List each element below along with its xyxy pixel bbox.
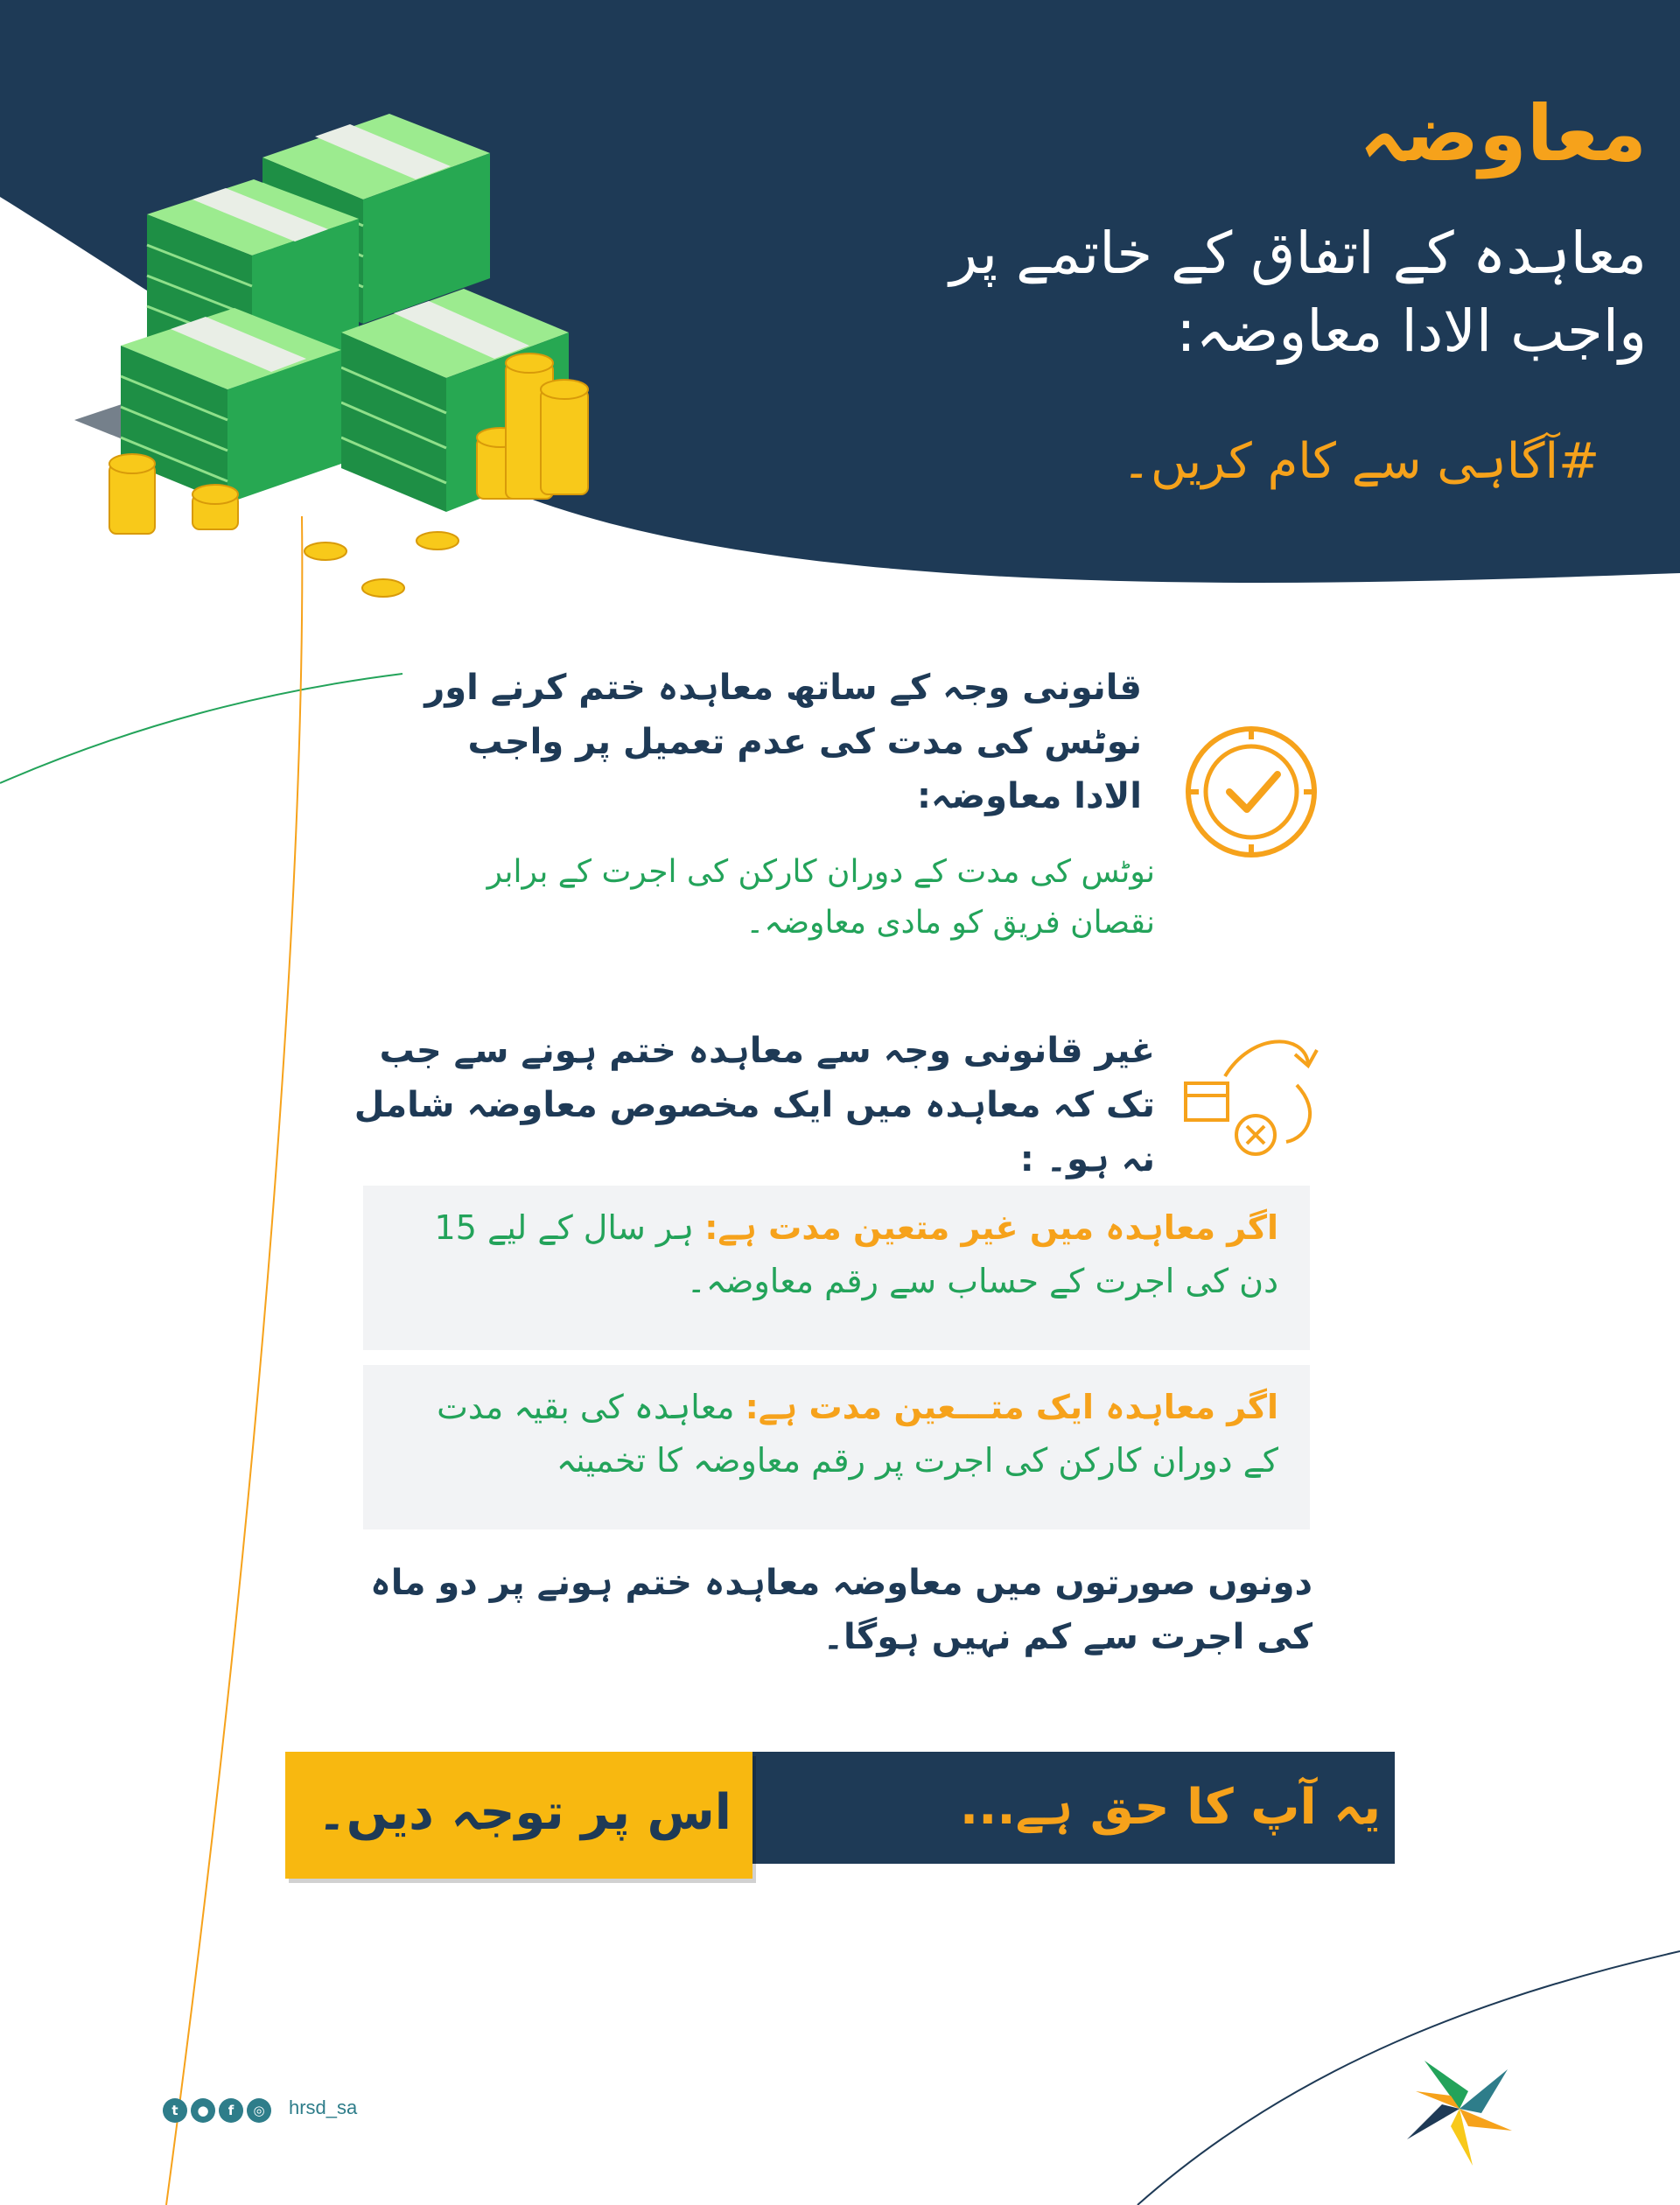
page-title: معاوضہ bbox=[1359, 88, 1647, 178]
hashtag: #آگاہی سے کام کریں۔ bbox=[1122, 433, 1600, 490]
info-box-indefinite-term bbox=[363, 1186, 1310, 1350]
info-box-definite-term bbox=[363, 1365, 1310, 1530]
info-box-2-text bbox=[363, 1365, 1310, 1488]
subtitle-line-2: واجب الادا معاوضہ: bbox=[1176, 298, 1647, 366]
info-box-2-highlight: اگر معاہدہ ایک متـــعین مدت ہے: bbox=[745, 1388, 1278, 1426]
facebook-icon[interactable]: f bbox=[219, 2098, 243, 2123]
box-cancel-icon bbox=[1186, 1041, 1317, 1154]
social-icons bbox=[163, 2097, 271, 2124]
instagram-icon[interactable]: ◎ bbox=[247, 2098, 271, 2123]
info-box-2-body: معاہدہ کی بقیہ مدت کے دوران کارکن کی اجرت پر رقم معاوضہ کا تخمینہ bbox=[437, 1388, 1278, 1480]
snapchat-icon[interactable]: ● bbox=[191, 2098, 215, 2123]
subtitle-line-1: معاہدہ کے اتفاق کے خاتمے پر bbox=[949, 220, 1647, 287]
green-curve bbox=[0, 674, 402, 783]
social-handle[interactable]: hrsd_sa bbox=[289, 2096, 358, 2118]
info-box-1-text bbox=[363, 1186, 1310, 1308]
section2-title: غیر قانونی وجہ سے معاہدہ ختم ہونے سے جب تک کہ معاہدہ میں ایک مخصوص معاوضہ شامل نہ ہو۔ : bbox=[354, 1031, 1155, 1180]
info-box-1-highlight: اگر معاہدہ میں غیر متعین مدت ہے: bbox=[704, 1208, 1278, 1247]
banner-right-text: یہ آپ کا حق ہے... bbox=[959, 1779, 1381, 1836]
orange-curve bbox=[166, 516, 302, 2205]
clock-check-icon bbox=[1188, 729, 1314, 855]
twitter-icon[interactable]: t bbox=[163, 2098, 187, 2123]
section1-title: قانونی وجہ کے ساتھ معاہدہ ختم کرنے اور نوٹس کی مدت کی عدم تعمیل پر واجب الادا معاوضہ: bbox=[424, 668, 1142, 816]
info-box-1-body: ہر سال کے لیے 15 دن کی اجرت کے حساب سے رقم معاوضہ۔ bbox=[434, 1208, 1278, 1300]
section1-text: نوٹس کی مدت کے دوران کارکن کی اجرت کے برابر نقصان فریق کو مادی معاوضہ۔ bbox=[486, 854, 1155, 941]
page-subtitle bbox=[772, 214, 1647, 370]
banner-left-text: اس پر توجہ دیں۔ bbox=[317, 1784, 732, 1841]
ministry-logo-icon bbox=[1398, 2043, 1521, 2174]
summary-note: دونوں صورتوں میں معاوضہ معاہدہ ختم ہونے پر دو ماہ کی اجرت سے کم نہیں ہوگا۔ bbox=[370, 1563, 1312, 1657]
